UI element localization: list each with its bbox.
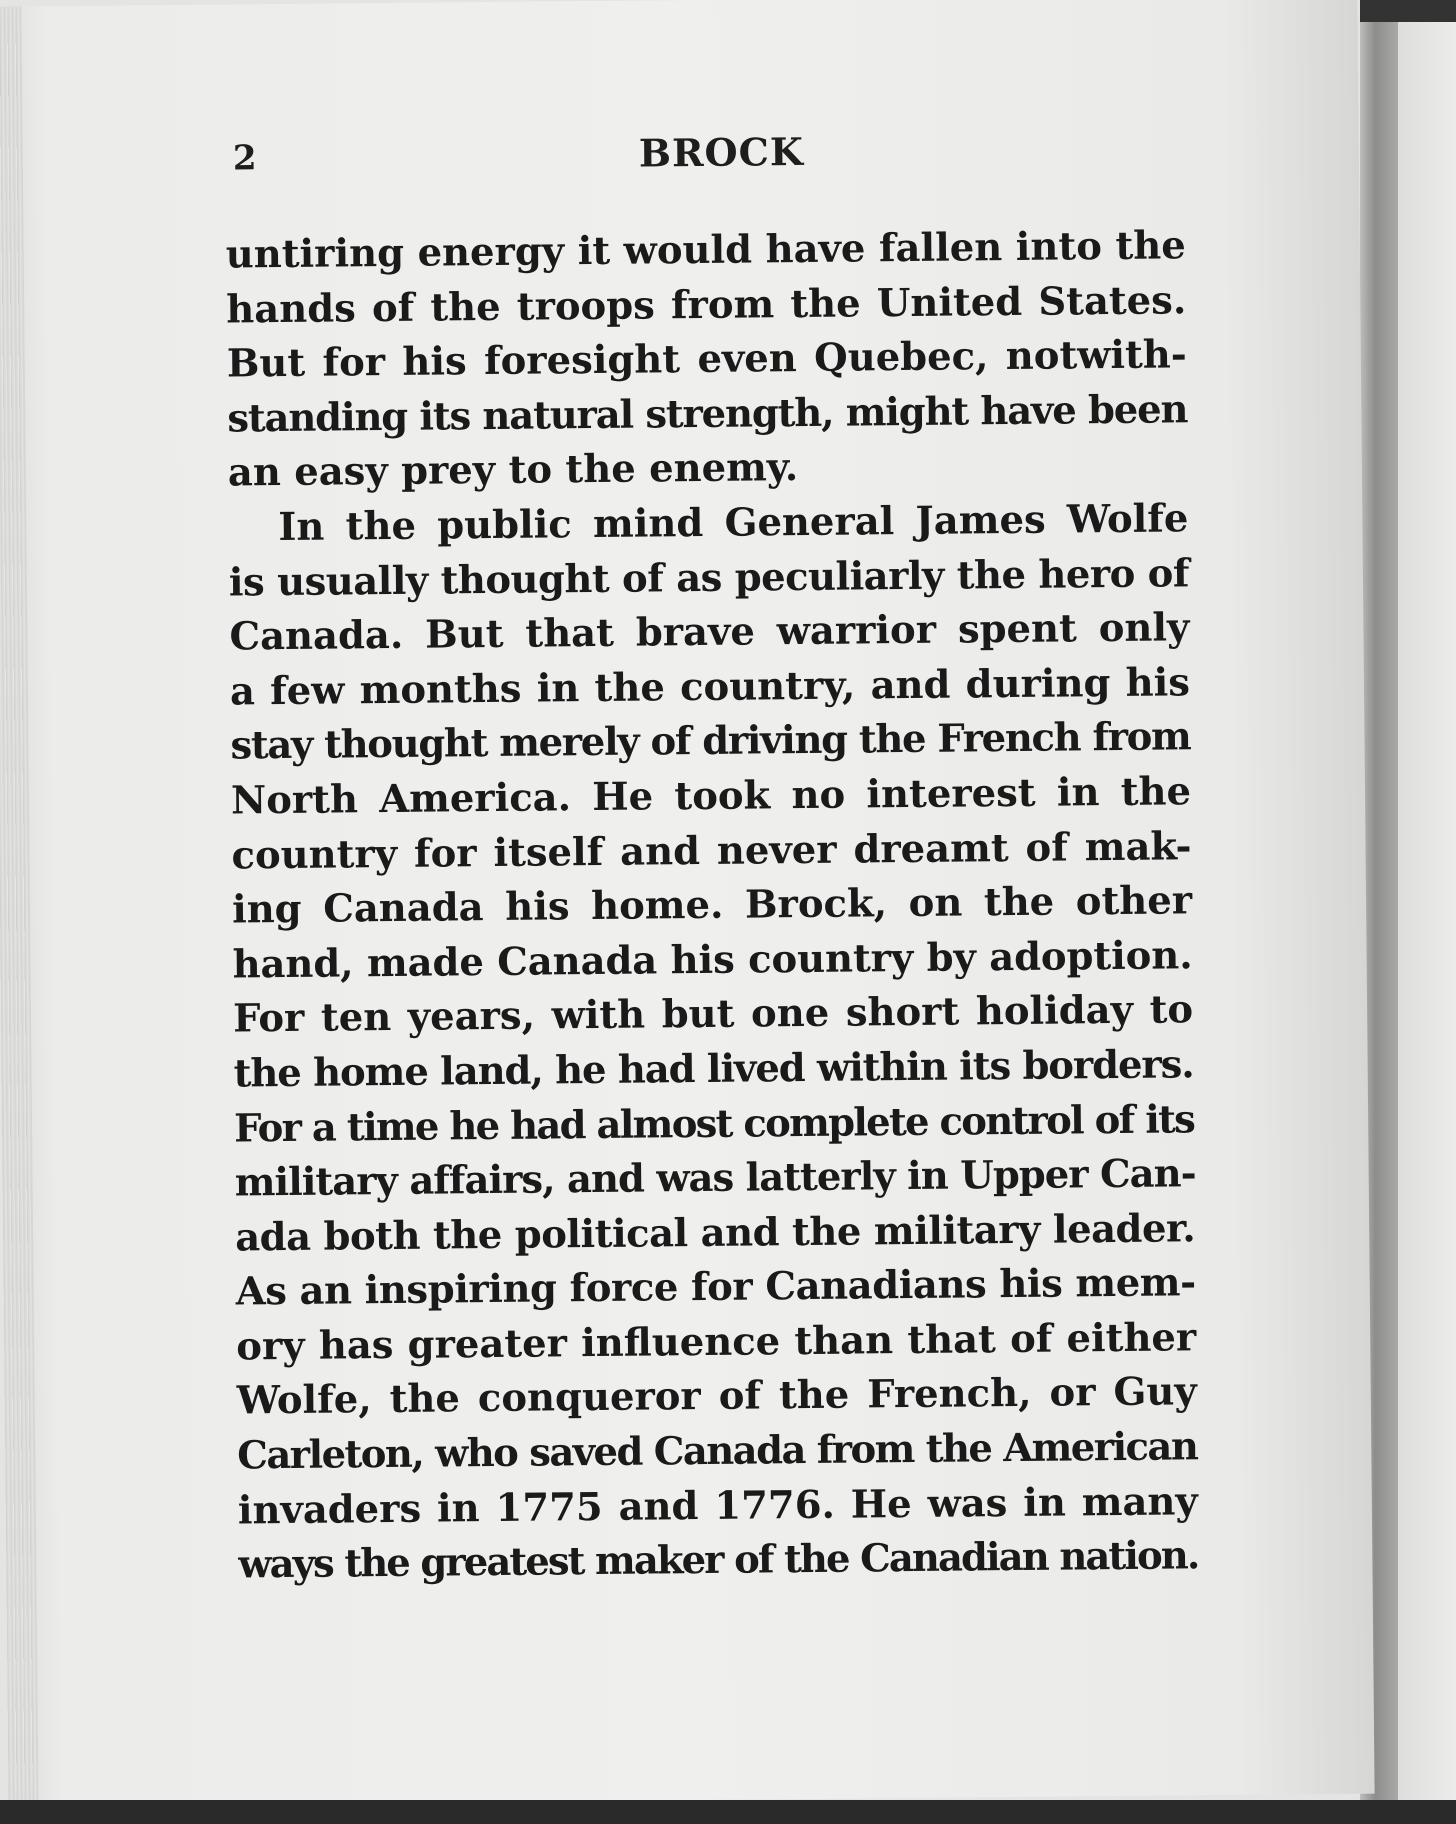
page-number: 2 [232, 138, 257, 179]
text-line: In the public mind General James Wolfe [278, 496, 1189, 550]
text-line: military affairs, and was latterly in Upper Can- [234, 1151, 1196, 1206]
text-line: stay thought merely of driving the French from [230, 714, 1191, 769]
text-line: the home land, he had lived within its borders. [233, 1042, 1194, 1097]
body-text [226, 219, 1199, 1593]
text-line: But for his foresight even Quebec, notwith- [226, 332, 1188, 387]
scan-background-top [1360, 0, 1456, 22]
paragraph-2 [228, 492, 1198, 1593]
running-head: BROCK [638, 128, 805, 176]
text-line: a few months in the country, and during his [229, 660, 1191, 715]
text-line: ada both the political and the military leader. [235, 1205, 1196, 1261]
text-line: ing Canada his home. Brock, on the other [231, 878, 1193, 933]
text-line: North America. He took no interest in the [230, 769, 1192, 824]
text-line: hand, made Canada his country by adoption. [232, 932, 1193, 988]
text-line: As an inspiring force for Canadians his mem- [235, 1260, 1196, 1315]
text-line: invaders in 1775 and 1776. He was in many [237, 1478, 1199, 1534]
text-line: Carleton, who saved Canada from the American [237, 1424, 1198, 1479]
text-line: ways the greatest maker of the Canadian nation. [238, 1533, 1199, 1588]
paragraph-1 [226, 219, 1189, 501]
text-line: For a time he had almost complete control of its [233, 1096, 1195, 1151]
text-line: Canada. But that brave warrior spent only [229, 605, 1190, 660]
text-line: Wolfe, the conqueror of the French, or Guy [236, 1369, 1197, 1424]
facing-page-edge [1398, 0, 1456, 1824]
page-stack-edges [0, 6, 39, 1806]
page-header [229, 123, 1190, 192]
scan-background-bottom [0, 1800, 1456, 1824]
text-line: untiring energy it would have fallen into the [225, 223, 1186, 278]
text-line: hands of the troops from the United States. [226, 277, 1187, 333]
text-line: standing its natural strength, might have been [227, 387, 1188, 442]
text-line: an easy prey to the enemy. [227, 445, 799, 496]
text-line: For ten years, with but one short holiday to [232, 987, 1194, 1042]
text-line: ory has greater influence than that of either [236, 1315, 1197, 1370]
text-line: is usually thought of as peculiarly the hero of [228, 550, 1190, 606]
text-line: country for itself and never dreamt of mak- [231, 823, 1192, 879]
